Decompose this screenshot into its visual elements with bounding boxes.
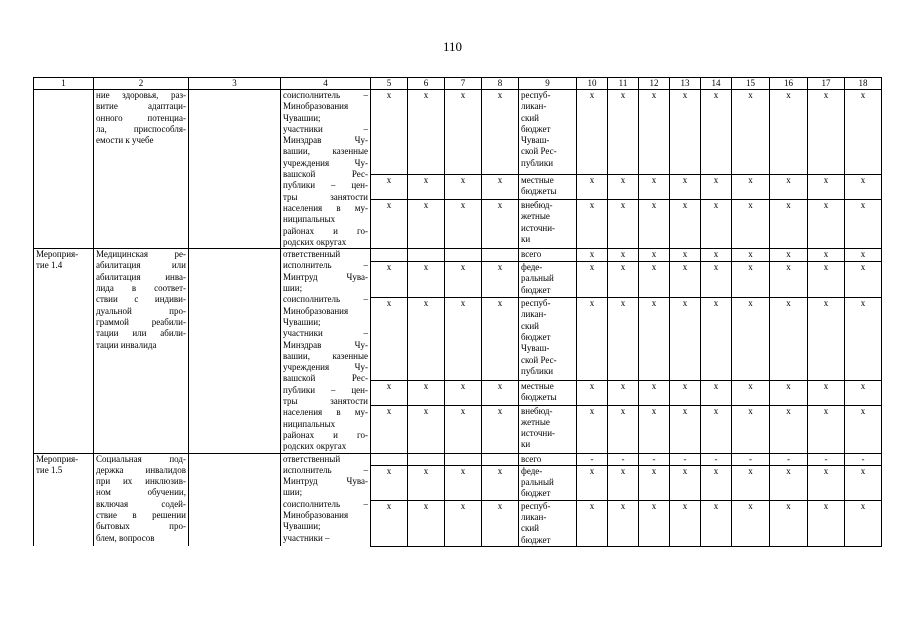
- text-line: блем, вопросов: [96, 532, 155, 543]
- value-cell: x: [701, 175, 732, 200]
- header-cell-7: 7: [445, 78, 482, 90]
- source-cell: [519, 453, 577, 465]
- value-cell: -: [808, 453, 845, 465]
- value-cell: x: [639, 298, 670, 381]
- value-cell: x: [408, 465, 445, 500]
- value-cell: [371, 249, 408, 262]
- text-line: всего: [521, 453, 542, 464]
- value-cell: x: [770, 261, 808, 297]
- value-cell: x: [701, 500, 732, 546]
- header-cell-14: 14: [701, 78, 732, 90]
- text-line: населения в му-: [283, 202, 368, 213]
- header-cell-5: 5: [371, 78, 408, 90]
- activity-label: [34, 453, 94, 546]
- value-cell: x: [701, 261, 732, 297]
- value-cell: x: [408, 261, 445, 297]
- value-cell: -: [845, 453, 882, 465]
- text-line: тры занятости: [283, 191, 368, 202]
- value-cell: x: [371, 175, 408, 200]
- page-number: 110: [442, 39, 463, 54]
- text-line: участники –: [283, 532, 330, 543]
- value-cell: x: [845, 500, 882, 546]
- header-cell-13: 13: [670, 78, 701, 90]
- value-cell: x: [732, 90, 770, 175]
- text-line: держка инвалидов: [96, 464, 186, 475]
- source-cell: [519, 381, 577, 405]
- header-cell-11: 11: [608, 78, 639, 90]
- table-row: [34, 90, 882, 175]
- value-cell: x: [845, 249, 882, 262]
- text-line: Мероприя-: [36, 453, 79, 464]
- value-cell: x: [577, 249, 608, 262]
- text-line: Минтруд Чува-: [283, 271, 368, 282]
- value-cell: x: [770, 200, 808, 249]
- text-line: Чувашии;: [283, 112, 321, 123]
- value-cell: x: [482, 90, 519, 175]
- executors: [281, 90, 371, 249]
- text-line: публики: [521, 365, 554, 376]
- value-cell: x: [670, 381, 701, 405]
- text-line: феде-: [521, 261, 543, 272]
- text-line: местные: [521, 175, 554, 186]
- source-cell: [519, 175, 577, 200]
- text-line: абилитация или: [96, 260, 186, 271]
- value-cell: x: [482, 381, 519, 405]
- value-cell: x: [577, 381, 608, 405]
- text-line: вашии, казенные: [283, 350, 368, 361]
- value-cell: x: [701, 298, 732, 381]
- table-row: [34, 453, 882, 465]
- value-cell: x: [482, 261, 519, 297]
- value-cell: x: [577, 298, 608, 381]
- text-line: публики: [521, 157, 554, 168]
- value-cell: x: [770, 298, 808, 381]
- source-cell: [519, 90, 577, 175]
- text-line: емости к учебе: [96, 135, 154, 146]
- value-cell: x: [732, 298, 770, 381]
- value-cell: x: [845, 175, 882, 200]
- value-cell: x: [845, 298, 882, 381]
- value-cell: x: [701, 90, 732, 175]
- value-cell: x: [608, 249, 639, 262]
- value-cell: x: [639, 90, 670, 175]
- header-cell-12: 12: [639, 78, 670, 90]
- header-cell-3: 3: [189, 78, 281, 90]
- value-cell: x: [670, 200, 701, 249]
- text-line: населения в му-: [283, 407, 368, 418]
- text-line: соисполнитель –: [283, 498, 368, 509]
- value-cell: x: [808, 90, 845, 175]
- value-cell: x: [670, 249, 701, 262]
- value-cell: x: [639, 500, 670, 546]
- value-cell: -: [732, 453, 770, 465]
- value-cell: x: [408, 200, 445, 249]
- text-line: исполнитель –: [283, 464, 368, 475]
- source-cell: [519, 465, 577, 500]
- value-cell: x: [445, 381, 482, 405]
- text-line: ниципальных: [283, 214, 336, 225]
- text-line: участники –: [283, 328, 368, 339]
- value-cell: x: [408, 381, 445, 405]
- value-cell: x: [577, 465, 608, 500]
- value-cell: x: [371, 500, 408, 546]
- value-cell: x: [445, 465, 482, 500]
- value-cell: x: [408, 500, 445, 546]
- text-line: бюджет: [521, 284, 551, 295]
- text-line: бюджеты: [521, 186, 557, 197]
- text-line: Чувашии;: [283, 521, 321, 532]
- value-cell: x: [608, 261, 639, 297]
- value-cell: x: [639, 405, 670, 453]
- text-line: при их инклюзив-: [96, 476, 186, 487]
- header-cell-4: 4: [281, 78, 371, 90]
- value-cell: x: [445, 405, 482, 453]
- value-cell: x: [670, 500, 701, 546]
- value-cell: x: [732, 465, 770, 500]
- value-cell: x: [770, 405, 808, 453]
- value-cell: -: [670, 453, 701, 465]
- text-line: ствие в решении: [96, 509, 186, 520]
- text-line: ном обучении,: [96, 487, 186, 498]
- text-line: внебюд-: [521, 200, 553, 211]
- value-cell: x: [701, 249, 732, 262]
- value-cell: x: [445, 298, 482, 381]
- source-cell: [519, 261, 577, 297]
- value-cell: x: [732, 500, 770, 546]
- text-line: тие 1.5: [36, 464, 63, 475]
- header-row: [34, 78, 882, 90]
- value-cell: x: [808, 381, 845, 405]
- goal-cell: [189, 453, 281, 546]
- text-line: включая содей-: [96, 498, 186, 509]
- value-cell: x: [701, 200, 732, 249]
- text-line: респуб-: [521, 90, 551, 100]
- value-cell: x: [371, 298, 408, 381]
- value-cell: -: [639, 453, 670, 465]
- text-line: Медицинская ре-: [96, 249, 186, 260]
- value-cell: -: [770, 453, 808, 465]
- value-cell: x: [445, 261, 482, 297]
- text-line: публики – цен-: [283, 180, 368, 191]
- value-cell: x: [732, 175, 770, 200]
- text-line: вашской Рес-: [283, 373, 368, 384]
- value-cell: x: [732, 249, 770, 262]
- value-cell: x: [639, 249, 670, 262]
- goal-cell: [189, 249, 281, 453]
- activity-name: [94, 90, 189, 249]
- source-cell: [519, 405, 577, 453]
- text-line: ствии с индиви-: [96, 294, 186, 305]
- value-cell: x: [808, 405, 845, 453]
- text-line: витие адаптаци-: [96, 101, 186, 112]
- value-cell: x: [445, 175, 482, 200]
- value-cell: x: [808, 261, 845, 297]
- text-line: Минздрав Чу-: [283, 339, 368, 350]
- value-cell: x: [371, 405, 408, 453]
- executors: [281, 249, 371, 453]
- activity-name: [94, 453, 189, 546]
- text-line: Минздрав Чу-: [283, 135, 368, 146]
- text-line: Социальная под-: [96, 453, 186, 464]
- text-line: тации или абили-: [96, 328, 186, 339]
- text-line: бюджет: [521, 123, 551, 134]
- value-cell: [482, 453, 519, 465]
- text-line: соисполнитель –: [283, 294, 368, 305]
- header-cell-16: 16: [770, 78, 808, 90]
- value-cell: [445, 249, 482, 262]
- value-cell: x: [445, 90, 482, 175]
- value-cell: x: [639, 465, 670, 500]
- value-cell: x: [845, 200, 882, 249]
- value-cell: [371, 453, 408, 465]
- value-cell: x: [732, 405, 770, 453]
- text-line: лида в соответ-: [96, 283, 186, 294]
- value-cell: x: [482, 200, 519, 249]
- header-cell-18: 18: [845, 78, 882, 90]
- text-line: бюджет: [521, 488, 551, 499]
- text-line: районах и го-: [283, 429, 368, 440]
- value-cell: x: [639, 200, 670, 249]
- text-line: ральный: [521, 477, 554, 488]
- text-line: вашской Рес-: [283, 169, 368, 180]
- value-cell: x: [577, 175, 608, 200]
- text-line: соисполнитель –: [283, 90, 368, 100]
- header-cell-10: 10: [577, 78, 608, 90]
- value-cell: x: [577, 500, 608, 546]
- text-line: респуб-: [521, 298, 551, 309]
- value-cell: -: [701, 453, 732, 465]
- header-cell-9: 9: [519, 78, 577, 90]
- value-cell: x: [845, 465, 882, 500]
- value-cell: x: [577, 405, 608, 453]
- source-cell: [519, 249, 577, 262]
- text-line: бытовых про-: [96, 521, 186, 532]
- header-cell-6: 6: [408, 78, 445, 90]
- text-line: публики – цен-: [283, 384, 368, 395]
- value-cell: x: [608, 405, 639, 453]
- text-line: ки: [521, 439, 531, 450]
- value-cell: x: [577, 90, 608, 175]
- text-line: ской Рес-: [521, 354, 557, 365]
- text-line: дуальной про-: [96, 305, 186, 316]
- header-cell-17: 17: [808, 78, 845, 90]
- text-line: Чуваш-: [521, 135, 550, 146]
- value-cell: [445, 453, 482, 465]
- value-cell: x: [482, 405, 519, 453]
- value-cell: x: [732, 200, 770, 249]
- executors: [281, 453, 371, 546]
- value-cell: x: [670, 261, 701, 297]
- program-table: [33, 77, 882, 547]
- text-line: источни-: [521, 222, 556, 233]
- text-line: Минобразования: [283, 305, 349, 316]
- value-cell: x: [371, 200, 408, 249]
- text-line: ральный: [521, 273, 554, 284]
- text-line: учреждения Чу-: [283, 157, 368, 168]
- text-line: ниципальных: [283, 418, 336, 429]
- text-line: внебюд-: [521, 405, 553, 416]
- value-cell: x: [808, 200, 845, 249]
- value-cell: x: [808, 298, 845, 381]
- text-line: тры занятости: [283, 396, 368, 407]
- text-line: ский: [521, 112, 539, 123]
- activity-label: [34, 90, 94, 249]
- value-cell: x: [808, 500, 845, 546]
- value-cell: x: [639, 175, 670, 200]
- value-cell: x: [670, 298, 701, 381]
- value-cell: x: [808, 249, 845, 262]
- text-line: феде-: [521, 465, 543, 476]
- text-line: ликан-: [521, 101, 547, 112]
- value-cell: x: [770, 90, 808, 175]
- text-line: тации инвалида: [96, 339, 157, 350]
- text-line: ответственный: [283, 249, 341, 260]
- value-cell: x: [371, 261, 408, 297]
- value-cell: -: [577, 453, 608, 465]
- value-cell: x: [770, 465, 808, 500]
- value-cell: x: [608, 465, 639, 500]
- value-cell: x: [808, 465, 845, 500]
- text-line: абилитация инва-: [96, 271, 186, 282]
- value-cell: x: [482, 465, 519, 500]
- value-cell: x: [608, 381, 639, 405]
- text-line: участники –: [283, 123, 368, 134]
- value-cell: x: [670, 465, 701, 500]
- value-cell: x: [732, 381, 770, 405]
- text-line: Минобразования: [283, 101, 349, 112]
- text-line: ликан-: [521, 511, 547, 522]
- header-cell-8: 8: [482, 78, 519, 90]
- value-cell: [408, 453, 445, 465]
- text-line: ответственный: [283, 453, 341, 464]
- text-line: исполнитель –: [283, 260, 368, 271]
- value-cell: x: [845, 405, 882, 453]
- value-cell: x: [608, 298, 639, 381]
- text-line: тие 1.4: [36, 260, 63, 271]
- text-line: учреждения Чу-: [283, 362, 368, 373]
- goal-cell: [189, 90, 281, 249]
- value-cell: x: [577, 200, 608, 249]
- text-line: всего: [521, 249, 542, 260]
- value-cell: x: [670, 175, 701, 200]
- activity-label: [34, 249, 94, 453]
- table-row: [34, 249, 882, 262]
- header-cell-15: 15: [732, 78, 770, 90]
- text-line: районах и го-: [283, 225, 368, 236]
- value-cell: x: [845, 261, 882, 297]
- text-line: онного потенциа-: [96, 112, 186, 123]
- text-line: ние здоровья, раз-: [96, 90, 186, 100]
- value-cell: x: [371, 465, 408, 500]
- value-cell: x: [770, 500, 808, 546]
- value-cell: x: [701, 405, 732, 453]
- value-cell: x: [701, 465, 732, 500]
- value-cell: x: [608, 200, 639, 249]
- text-line: Мероприя-: [36, 249, 79, 260]
- text-line: шии;: [283, 487, 303, 498]
- value-cell: x: [670, 405, 701, 453]
- value-cell: x: [482, 500, 519, 546]
- text-line: жетные: [521, 211, 550, 222]
- value-cell: x: [408, 90, 445, 175]
- value-cell: x: [732, 261, 770, 297]
- value-cell: x: [408, 405, 445, 453]
- text-line: Чувашии;: [283, 316, 321, 327]
- source-cell: [519, 500, 577, 546]
- text-line: ский: [521, 320, 539, 331]
- source-cell: [519, 298, 577, 381]
- text-line: жетные: [521, 416, 550, 427]
- value-cell: x: [608, 500, 639, 546]
- text-line: вашии, казенные: [283, 146, 368, 157]
- source-cell: [519, 200, 577, 249]
- value-cell: x: [701, 381, 732, 405]
- value-cell: x: [482, 175, 519, 200]
- value-cell: x: [770, 175, 808, 200]
- text-line: местные: [521, 381, 554, 392]
- value-cell: x: [371, 90, 408, 175]
- value-cell: -: [608, 453, 639, 465]
- text-line: ла, приспособля-: [96, 123, 186, 134]
- text-line: шии;: [283, 283, 303, 294]
- text-line: граммой реабили-: [96, 316, 186, 327]
- value-cell: x: [608, 90, 639, 175]
- activity-name: [94, 249, 189, 453]
- value-cell: x: [445, 200, 482, 249]
- value-cell: x: [845, 381, 882, 405]
- value-cell: x: [445, 500, 482, 546]
- value-cell: x: [770, 249, 808, 262]
- text-line: Минобразования: [283, 509, 349, 520]
- value-cell: x: [371, 381, 408, 405]
- text-line: родских округах: [283, 441, 347, 452]
- header-cell-1: 1: [34, 78, 94, 90]
- value-cell: x: [639, 261, 670, 297]
- value-cell: x: [608, 175, 639, 200]
- value-cell: [482, 249, 519, 262]
- text-line: бюджет: [521, 331, 551, 342]
- text-line: ский: [521, 523, 539, 534]
- text-line: источни-: [521, 428, 556, 439]
- text-line: ки: [521, 233, 531, 244]
- text-line: бюджет: [521, 534, 551, 545]
- value-cell: x: [577, 261, 608, 297]
- value-cell: x: [639, 381, 670, 405]
- text-line: ской Рес-: [521, 146, 557, 157]
- value-cell: [408, 249, 445, 262]
- value-cell: x: [670, 90, 701, 175]
- text-line: родских округах: [283, 236, 347, 247]
- value-cell: x: [482, 298, 519, 381]
- value-cell: x: [770, 381, 808, 405]
- text-line: Чуваш-: [521, 343, 550, 354]
- text-line: Минтруд Чува-: [283, 476, 368, 487]
- value-cell: x: [408, 298, 445, 381]
- value-cell: x: [845, 90, 882, 175]
- text-line: бюджеты: [521, 392, 557, 403]
- text-line: ликан-: [521, 309, 547, 320]
- value-cell: x: [808, 175, 845, 200]
- header-cell-2: 2: [94, 78, 189, 90]
- text-line: респуб-: [521, 500, 551, 511]
- value-cell: x: [408, 175, 445, 200]
